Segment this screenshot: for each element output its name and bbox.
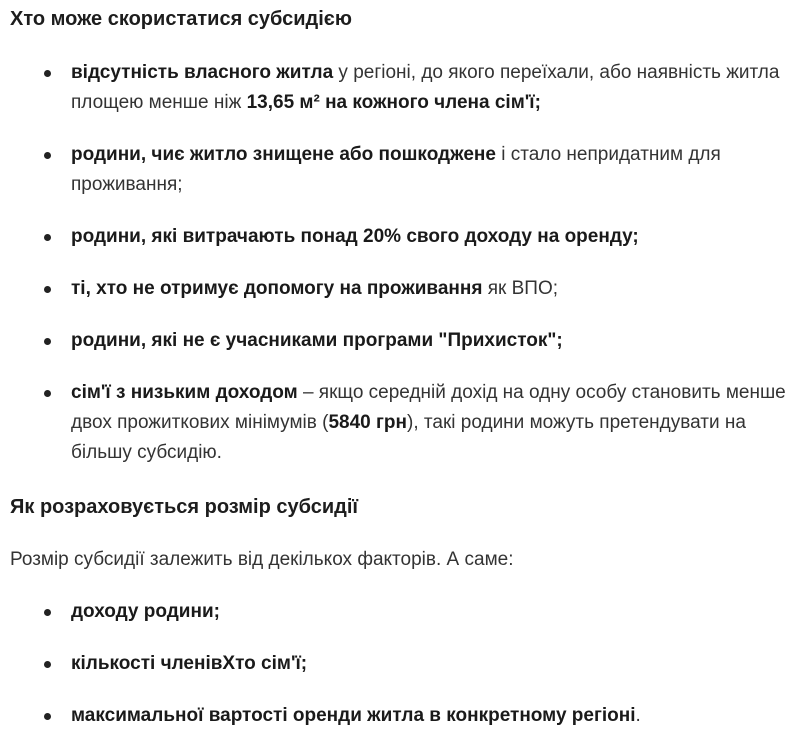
factors-list [0, 597, 796, 731]
list-item: доходу родини; [0, 597, 796, 627]
list-item: родини, які витрачають понад 20% свого доходу на оренду; [0, 222, 796, 252]
list-item: родини, чиє житло знищене або пошкоджене і стало непридатним для проживання; [0, 140, 796, 200]
bullet-icon [44, 234, 51, 241]
bullet-icon [44, 390, 51, 397]
section-title-calculation: Як розраховується розмір субсидії [10, 496, 359, 518]
list-item: відсутність власного житла у регіоні, до якого переїхали, або наявність житла площею менше ніж 13,65 м² на кожного члена сім'ї; [0, 58, 796, 118]
list-item: кількості членівХто сім'ї; [0, 649, 796, 679]
eligibility-list [0, 58, 796, 468]
bullet-icon [44, 713, 51, 720]
list-item: родини, які не є учасниками програми "Прихисток"; [0, 326, 796, 356]
bullet-icon [44, 661, 51, 668]
bullet-icon [44, 609, 51, 616]
bullet-icon [44, 338, 51, 345]
bullet-icon [44, 152, 51, 159]
section-intro: Розмір субсидії залежить від декількох факторів. А саме: [10, 549, 514, 570]
bullet-icon [44, 286, 51, 293]
section-title-eligibility: Хто може скористатися субсидією [10, 8, 352, 30]
list-item: сім'ї з низьким доходом – якщо середній дохід на одну особу становить менше двох прожиткових мінімумів (5840 грн), такі родини можуть претендувати на більшу субсидію. [0, 378, 796, 468]
bullet-icon [44, 70, 51, 77]
list-item: ті, хто не отримує допомогу на проживання як ВПО; [0, 274, 796, 304]
list-item: максимальної вартості оренди житла в конкретному регіоні. [0, 701, 796, 731]
